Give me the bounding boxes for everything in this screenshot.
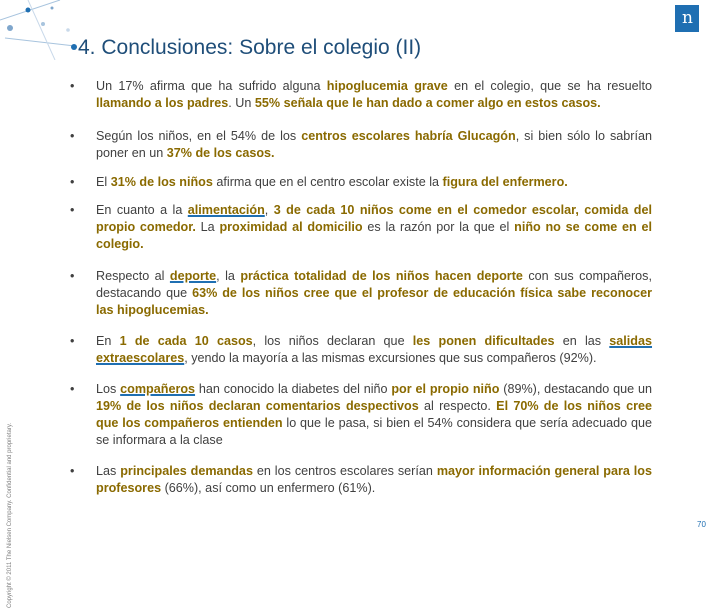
bullet-text: , si bien sólo lo sabrían poner en un xyxy=(96,129,652,160)
bullet-text: , xyxy=(264,203,274,217)
keyword-text: El 70% de los niños cree que los compañeros entienden xyxy=(96,399,652,430)
keyword-text: niño no se come en el colegio. xyxy=(96,220,652,251)
keyword-text: centros escolares habría Glucagón xyxy=(301,129,516,143)
bullet-item xyxy=(70,174,652,191)
bullet-text: (89%), destacando que un xyxy=(499,382,653,396)
keyword-text: hipoglucemia grave xyxy=(326,79,448,93)
bullet-text: Las xyxy=(96,464,121,478)
bullet-text: La xyxy=(195,220,220,234)
slide-title: 4. Conclusiones: Sobre el colegio (II) xyxy=(78,36,422,59)
bullet-text: , la xyxy=(216,269,241,283)
bullet-text: Respecto al xyxy=(96,269,170,283)
keyword-text: 3 de cada 10 niños come en el comedor escolar, comida del propio comedor. xyxy=(96,203,652,234)
bullet-text: Según los niños, en el 54% de los xyxy=(96,129,302,143)
keyword-text: compañeros xyxy=(120,382,196,396)
keyword-text: proximidad al domicilio xyxy=(219,220,363,234)
bullet-item xyxy=(70,78,652,112)
bullet-text: , los niños declaran que xyxy=(252,334,413,348)
keyword-text: 63% de los niños cree que el profesor de educación física sabe reconocer las hipoglucemias. xyxy=(96,286,652,317)
keyword-text: alimentación xyxy=(187,203,265,217)
bullet-text: , yendo la mayoría a las mismas excursiones que sus compañeros (92%). xyxy=(184,351,597,365)
keyword-text: llamando a los padres xyxy=(96,96,229,110)
conclusions-list xyxy=(70,78,652,497)
keyword-text: 1 de cada 10 casos xyxy=(119,334,253,348)
keyword-text: práctica totalidad de los niños hacen deporte xyxy=(240,269,523,283)
bullet-text: con sus compañeros, destacando que xyxy=(96,269,652,300)
bullet-text: Un 17% afirma que ha sufrido alguna xyxy=(96,79,327,93)
bullet-text: En xyxy=(96,334,120,348)
keyword-text: figura del enfermero. xyxy=(442,175,568,189)
bullet-text: es la razón por la que el xyxy=(362,220,515,234)
bullet-text: . Un xyxy=(228,96,255,110)
keyword-text: mayor información general para los profesores xyxy=(96,464,652,495)
keyword-text: 31% de los niños xyxy=(110,175,213,189)
bullet-item xyxy=(70,463,652,497)
page-number: 70 xyxy=(697,520,706,529)
keyword-text: 19% de los niños declaran comentarios despectivos xyxy=(96,399,419,413)
bullet-item xyxy=(70,268,652,319)
bullet-item xyxy=(70,381,652,449)
bullet-text: afirma que en el centro escolar existe la xyxy=(212,175,443,189)
bullet-text: (66%), así como un enfermero (61%). xyxy=(161,481,376,495)
bullet-text: al respecto. xyxy=(418,399,497,413)
bullet-text: lo que le pasa, si bien el 54% considera que sería adecuado que se informara a la clase xyxy=(96,416,652,447)
bullet-item xyxy=(70,202,652,253)
bullet-text: El xyxy=(96,175,111,189)
keyword-text: principales demandas xyxy=(120,464,253,478)
keyword-text: 37% de los casos. xyxy=(166,146,275,160)
bullet-text: En cuanto a la xyxy=(96,203,188,217)
bullet-item xyxy=(70,333,652,367)
keyword-text: salidas extraescolares xyxy=(96,334,653,365)
keyword-text: 55% señala que le han dado a comer algo en estos casos. xyxy=(254,96,601,110)
nielsen-logo: n xyxy=(675,5,699,32)
bullet-text: Los xyxy=(96,382,121,396)
bullet-text: en las xyxy=(554,334,610,348)
copyright-notice: Copyright © 2011 The Nielsen Company. Confidential and proprietary. xyxy=(7,422,13,608)
bullet-item xyxy=(70,128,652,162)
keyword-text: deporte xyxy=(169,269,217,283)
bullet-text: en el colegio, que se ha resuelto xyxy=(447,79,652,93)
bullet-text: en los centros escolares serían xyxy=(252,464,437,478)
bullet-text: han conocido la diabetes del niño xyxy=(195,382,392,396)
keyword-text: por el propio niño xyxy=(391,382,500,396)
keyword-text: les ponen dificultades xyxy=(412,334,555,348)
